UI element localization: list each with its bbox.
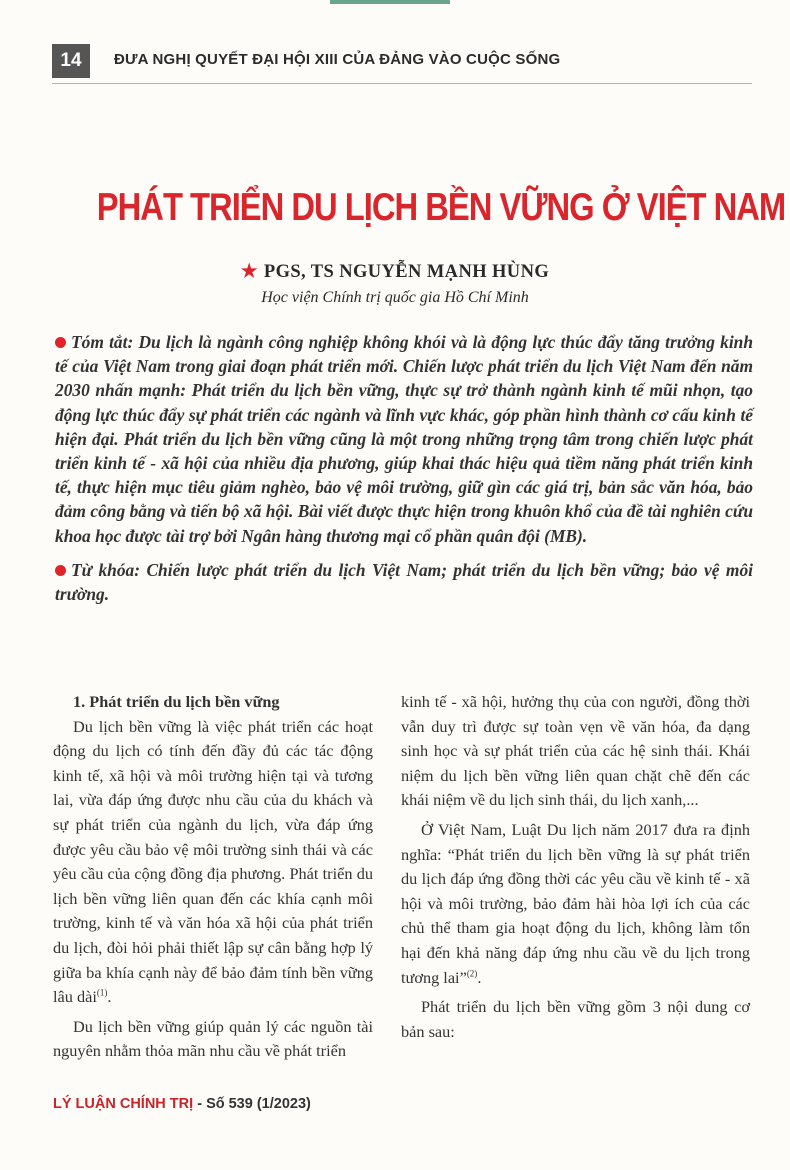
header-divider bbox=[52, 83, 752, 84]
body-column-left bbox=[53, 690, 373, 1064]
top-color-mark bbox=[330, 0, 450, 4]
author-line bbox=[0, 261, 790, 283]
page-footer bbox=[53, 1096, 311, 1112]
article-title: PHÁT TRIỂN DU LỊCH BỀN VỮNG Ở VIỆT NAM bbox=[96, 186, 786, 229]
abstract-label: Tóm tắt: bbox=[71, 332, 134, 352]
section-heading: 1. Phát triển du lịch bền vững bbox=[73, 692, 280, 711]
page-number: 14 bbox=[52, 44, 90, 78]
author-affiliation: Học viện Chính trị quốc gia Hồ Chí Minh bbox=[261, 289, 529, 306]
keywords-text: Chiến lược phát triển du lịch Việt Nam; phát triển du lịch bền vững; bảo vệ môi trường. bbox=[55, 559, 753, 605]
red-bullet-icon bbox=[55, 565, 66, 576]
footnote-ref: (1) bbox=[96, 987, 108, 998]
red-bullet-icon bbox=[55, 337, 66, 348]
page-header bbox=[52, 44, 752, 78]
abstract bbox=[55, 330, 753, 548]
body-paragraph: Phát triển du lịch bền vững gồm 3 nội dung cơ bản sau: bbox=[401, 997, 750, 1041]
abstract-text: Du lịch là ngành công nghiệp không khói và là động lực thúc đẩy tăng trưởng kinh tế của Việt Nam trong giai đoạn phát triển mới. Chiến lược phát triển du lịch Việt Nam đến năm 2030 nhấn mạnh: Phát triển du lịch bền vững, thực sự trở thành ngành kinh tế mũi nhọn, tạo động lực thúc đẩy sự phát triển các ngành và lĩnh vực khác, góp phần hình thành cơ cấu kinh tế hiện đại. Phát triển du lịch bền vững cũng là một trong những trọng tâm trong chiến lược phát triển kinh tế - xã hội của nhiều địa phương, giúp khai thác hiệu quả tiềm năng phát triển kinh tế, thực hiện mục tiêu giảm nghèo, bảo vệ môi trường, giữ gìn các giá trị, bản sắc văn hóa, bảo đảm công bằng và tiến bộ xã hội. Bài viết được thực hiện trong khuôn khổ của đề tài nghiên cứu khoa học được tài trợ bởi Ngân hàng thương mại cổ phần quân đội (MB). bbox=[55, 332, 753, 546]
running-title: ĐƯA NGHỊ QUYẾT ĐẠI HỘI XIII CỦA ĐẢNG VÀO CUỘC SỐNG bbox=[114, 51, 561, 68]
top-edge bbox=[0, 0, 790, 12]
footer-separator: - bbox=[193, 1096, 207, 1112]
body-paragraph: Du lịch bền vững giúp quản lý các nguồn tài nguyên nhằm thỏa mãn nhu cầu về phát triển bbox=[53, 1016, 373, 1061]
body-paragraph: kinh tế - xã hội, hưởng thụ của con người, đồng thời vẫn duy trì được sự toàn vẹn về văn hóa, đa dạng sinh học và sự phát triển của các hệ sinh thái. Khái niệm du lịch bền vững liên quan chặt chẽ đến các khái niệm về du lịch sinh thái, du lịch xanh,... bbox=[401, 692, 750, 810]
paragraph-end: . bbox=[107, 987, 112, 1007]
paragraph-text: Du lịch bền vững là việc phát triển các hoạt động du lịch có tính đến đầy đủ các tác động kinh tế, xã hội và môi trường hiện tại và tương lai, vừa đáp ứng được nhu cầu của du khách và sự phát triển của ngành du lịch, vừa đáp ứng được yêu cầu bảo vệ môi trường sinh thái và các yêu cầu của cộng đồng địa phương. Phát triển du lịch bền vững liên quan đến các khía cạnh môi trường, kinh tế và văn hóa xã hội của phát triển du lịch, đòi hỏi phải thiết lập sự cân bằng hợp lý giữa ba khía cạnh này để bảo đảm tính bền vững lâu dài bbox=[53, 716, 373, 1007]
journal-name: LÝ LUẬN CHÍNH TRỊ bbox=[53, 1096, 194, 1112]
body-paragraph bbox=[401, 818, 750, 990]
keywords-label: Từ khóa: bbox=[71, 559, 141, 580]
paragraph-end: . bbox=[477, 967, 482, 987]
author-name: PGS, TS NGUYỄN MẠNH HÙNG bbox=[263, 262, 550, 282]
keywords bbox=[55, 558, 753, 606]
body-column-right bbox=[401, 690, 750, 1044]
body-paragraph bbox=[53, 715, 373, 1010]
star-icon: ★ bbox=[240, 262, 258, 282]
paragraph-text: Ở Việt Nam, Luật Du lịch năm 2017 đưa ra định nghĩa: “Phát triển du lịch bền vững là sự phát triển du lịch đáp ứng đồng thời các yêu cầu về kinh tế - xã hội và môi trường, bảo đảm hài hòa lợi ích của các chủ thể tham gia hoạt động du lịch, không làm tổn hại đến khả năng đáp ứng nhu cầu về du lịch trong tương lai” bbox=[401, 819, 750, 987]
footnote-ref: (2) bbox=[466, 968, 478, 979]
abstract-block bbox=[55, 330, 753, 606]
issue-number: Số 539 (1/2023) bbox=[206, 1096, 311, 1112]
